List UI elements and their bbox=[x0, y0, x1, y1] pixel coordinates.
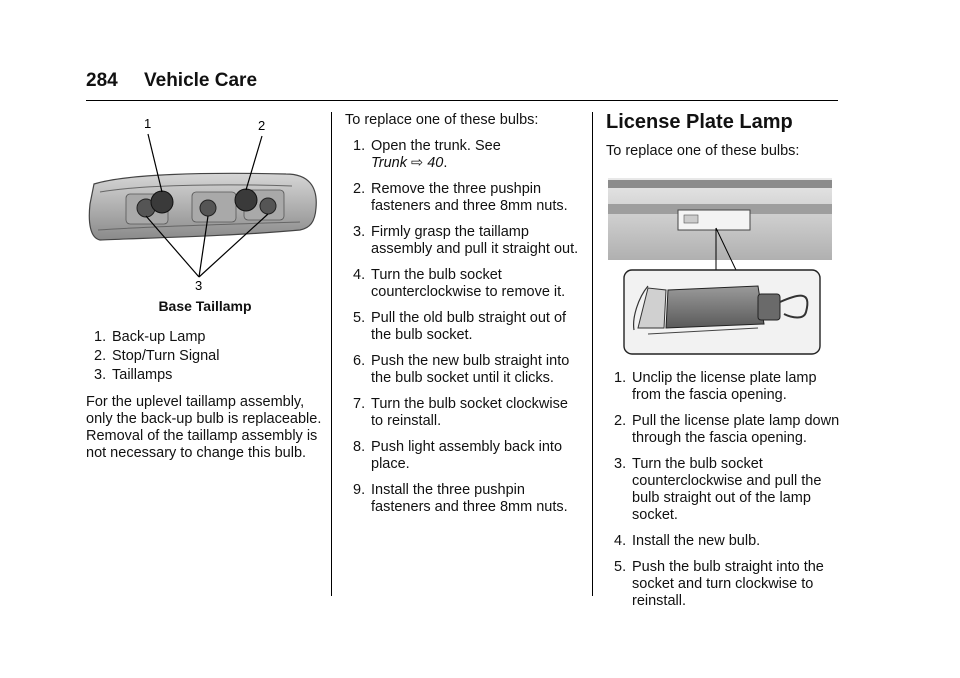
backup-lamp-socket bbox=[151, 191, 173, 213]
step-item: 2. Pull the license plate lamp down through the fascia opening. bbox=[614, 413, 840, 446]
taillamp-socket-center bbox=[200, 200, 216, 216]
bulb-socket bbox=[758, 294, 780, 320]
license-steps bbox=[606, 370, 842, 610]
stop-turn-socket bbox=[235, 189, 257, 211]
step-item: 2. Remove the three pushpin fasteners and three 8mm nuts. bbox=[353, 181, 568, 214]
chapter-title: Vehicle Care bbox=[144, 70, 258, 91]
step-item: 3. Turn the bulb socket counterclockwise and pull the bulb straight out of the lamp socket. bbox=[614, 456, 822, 523]
column-divider-right bbox=[592, 112, 593, 596]
page-header bbox=[86, 70, 838, 100]
step-item: 9. Install the three pushpin fasteners and three 8mm nuts. bbox=[353, 482, 568, 515]
step-item: 4. Install the new bulb. bbox=[614, 533, 761, 549]
license-lamp-body bbox=[666, 286, 764, 328]
callout-1: 1 bbox=[144, 116, 152, 131]
trunk-page-ref: 40 bbox=[427, 155, 444, 171]
legend-item: 3. Taillamps bbox=[94, 367, 173, 383]
taillamp-legend bbox=[86, 329, 324, 384]
legend-item: 2. Stop/Turn Signal bbox=[94, 348, 220, 364]
step-item: 5. Push the bulb straight into the socket and turn clockwise to reinstall. bbox=[614, 559, 824, 609]
section-title: License Plate Lamp bbox=[606, 111, 793, 133]
step-item: 4. Turn the bulb socket counterclockwise to remove it. bbox=[353, 267, 566, 300]
page-reference-arrow-icon: ⇨ bbox=[411, 155, 424, 171]
header-rule bbox=[86, 100, 838, 101]
uplevel-paragraph: For the uplevel taillamp assembly, only the back-up bulb is replaceable. Removal of the taillamp assembly is not necessary to change this bulb. bbox=[86, 394, 322, 461]
left-column bbox=[86, 112, 324, 462]
page-number: 284 bbox=[86, 70, 118, 91]
taillamp-steps bbox=[345, 138, 583, 516]
step-item: 3. Firmly grasp the taillamp assembly and pull it straight out. bbox=[353, 224, 579, 257]
middle-column bbox=[345, 112, 583, 525]
legend-item: 1. Back-up Lamp bbox=[94, 329, 206, 345]
step-item: 7. Turn the bulb socket clockwise to reinstall. bbox=[353, 396, 568, 429]
step-item: 5. Pull the old bulb straight out of the bulb socket. bbox=[353, 310, 567, 343]
base-taillamp-illustration bbox=[86, 112, 324, 290]
taillamp-intro: To replace one of these bulbs: bbox=[345, 112, 539, 128]
figure-caption: Base Taillamp bbox=[158, 298, 252, 314]
step-item: 8. Push light assembly back into place. bbox=[353, 439, 563, 472]
step-item: 1. Open the trunk. See Trunk ⇨ 40. bbox=[353, 138, 501, 171]
taillamp-socket-right bbox=[260, 198, 276, 214]
trunk-link[interactable]: Trunk bbox=[371, 155, 407, 171]
column-divider-left bbox=[331, 112, 332, 596]
step-item: 1. Unclip the license plate lamp from the fascia opening. bbox=[614, 370, 817, 403]
license-plate-lamp-illustration bbox=[608, 178, 836, 358]
callout-2: 2 bbox=[258, 118, 266, 133]
license-intro: To replace one of these bulbs: bbox=[606, 143, 800, 159]
callout-3: 3 bbox=[195, 278, 203, 290]
step-item: 6. Push the new bulb straight into the bulb socket until it clicks. bbox=[353, 353, 570, 386]
right-column bbox=[606, 112, 842, 619]
